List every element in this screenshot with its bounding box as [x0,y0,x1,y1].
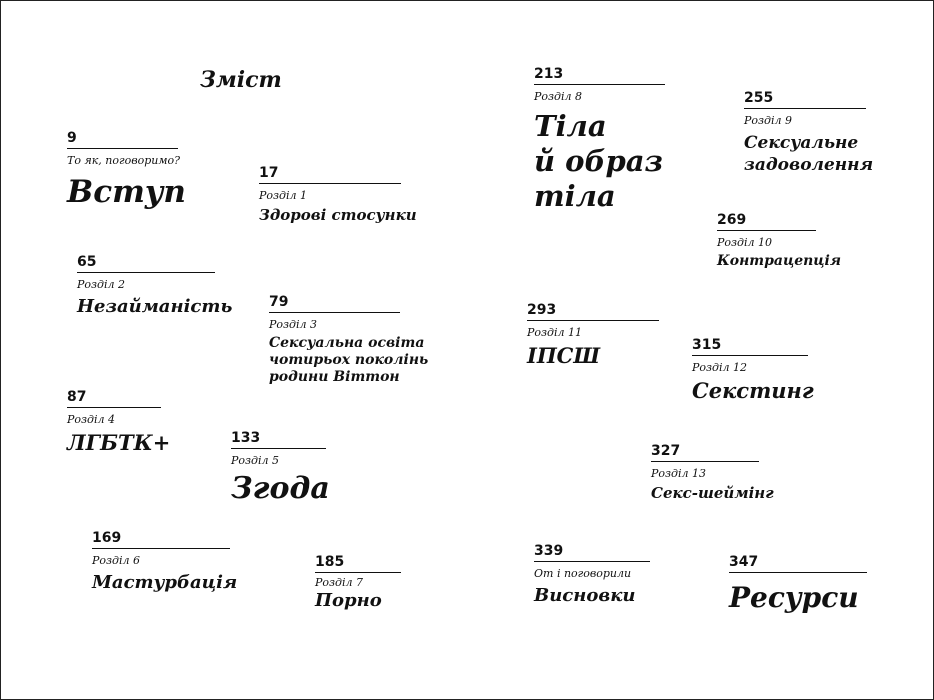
entry-title: Тіла й образ тіла [534,109,664,213]
entry-page-number: 65 [77,254,97,270]
entry-title: Згода [231,471,330,506]
entry-title: Порно [315,590,382,611]
entry-page-number: 79 [269,294,289,310]
entry-rule [729,572,867,573]
entry-title: Незайманість [77,296,233,317]
entry-label: Розділ 12 [692,361,748,374]
entry-title: ІПСШ [527,343,601,368]
entry-page-number: 133 [231,430,261,446]
toc-entry-introduction[interactable] [67,130,186,213]
entry-rule [77,272,215,273]
entry-title: Ресурси [729,581,859,614]
entry-rule [744,108,866,109]
toc-entry-chapter-9[interactable] [744,90,874,176]
entry-rule [527,320,659,321]
toc-entry-chapter-3[interactable] [269,294,429,386]
entry-page-number: 327 [651,443,681,459]
entry-title: Вступ [67,174,186,210]
entry-label: Розділ 10 [717,236,773,249]
entry-label: Розділ 3 [269,318,318,331]
entry-page-number: 255 [744,90,774,106]
toc-entry-chapter-12[interactable] [692,337,814,404]
entry-label: Розділ 1 [259,189,308,202]
entry-page-number: 293 [527,302,557,318]
toc-entry-chapter-4[interactable] [67,389,171,456]
entry-rule [269,312,400,313]
entry-title: Контрацепція [717,253,841,269]
toc-entry-chapter-11[interactable] [527,302,659,369]
toc-entry-chapter-5[interactable] [231,430,330,506]
entry-label: Розділ 5 [231,454,280,467]
entry-label: Розділ 11 [527,326,583,339]
entry-page-number: 185 [315,554,345,570]
toc-entry-chapter-13[interactable] [651,443,774,502]
entry-label: Розділ 7 [315,576,364,589]
toc-entry-chapter-8[interactable] [534,66,665,214]
entry-label: То як, поговоримо? [67,154,180,167]
entry-page-number: 9 [67,130,77,146]
entry-title: Секс-шеймінг [651,484,774,502]
toc-entry-chapter-10[interactable] [717,212,841,270]
entry-title: Висновки [534,585,636,606]
entry-rule [651,461,759,462]
entry-page-number: 213 [534,66,564,82]
entry-title: Секстинг [692,378,814,403]
entry-page-number: 87 [67,389,87,405]
entry-label: Розділ 6 [92,554,141,567]
entry-rule [717,230,816,231]
entry-page-number: 169 [92,530,122,546]
entry-rule [67,148,178,149]
toc-entry-chapter-6[interactable] [92,530,238,594]
entry-title: Сексуальне задоволення [744,133,874,175]
entry-title: ЛГБТК+ [67,430,171,455]
toc-entry-conclusions[interactable] [534,543,650,607]
entry-page-number: 339 [534,543,564,559]
entry-rule [231,448,326,449]
entry-label: Розділ 13 [651,467,707,480]
entry-rule [259,183,401,184]
entry-rule [692,355,808,356]
entry-label: Розділ 9 [744,114,793,127]
entry-page-number: 17 [259,165,279,181]
entry-title: Здорові стосунки [259,206,417,224]
entry-rule [92,548,230,549]
entry-label: Розділ 8 [534,90,583,103]
entry-title: Мастурбація [92,572,238,593]
entry-label: Розділ 4 [67,413,116,426]
entry-rule [67,407,161,408]
toc-entry-resources[interactable] [729,554,867,615]
entry-rule [315,572,401,573]
entry-page-number: 269 [717,212,747,228]
toc-entry-chapter-1[interactable] [259,165,417,224]
toc-entry-chapter-7[interactable] [315,554,401,612]
entry-label: Розділ 2 [77,278,126,291]
entry-title: Сексуальна освіта чотирьох поколінь родини Віттон [269,335,429,385]
entry-rule [534,84,665,85]
contents-heading: Зміст [200,67,282,93]
entry-rule [534,561,650,562]
entry-page-number: 315 [692,337,722,353]
toc-entry-chapter-2[interactable] [77,254,233,318]
entry-page-number: 347 [729,554,759,570]
entry-label: От і поговорили [534,567,632,580]
